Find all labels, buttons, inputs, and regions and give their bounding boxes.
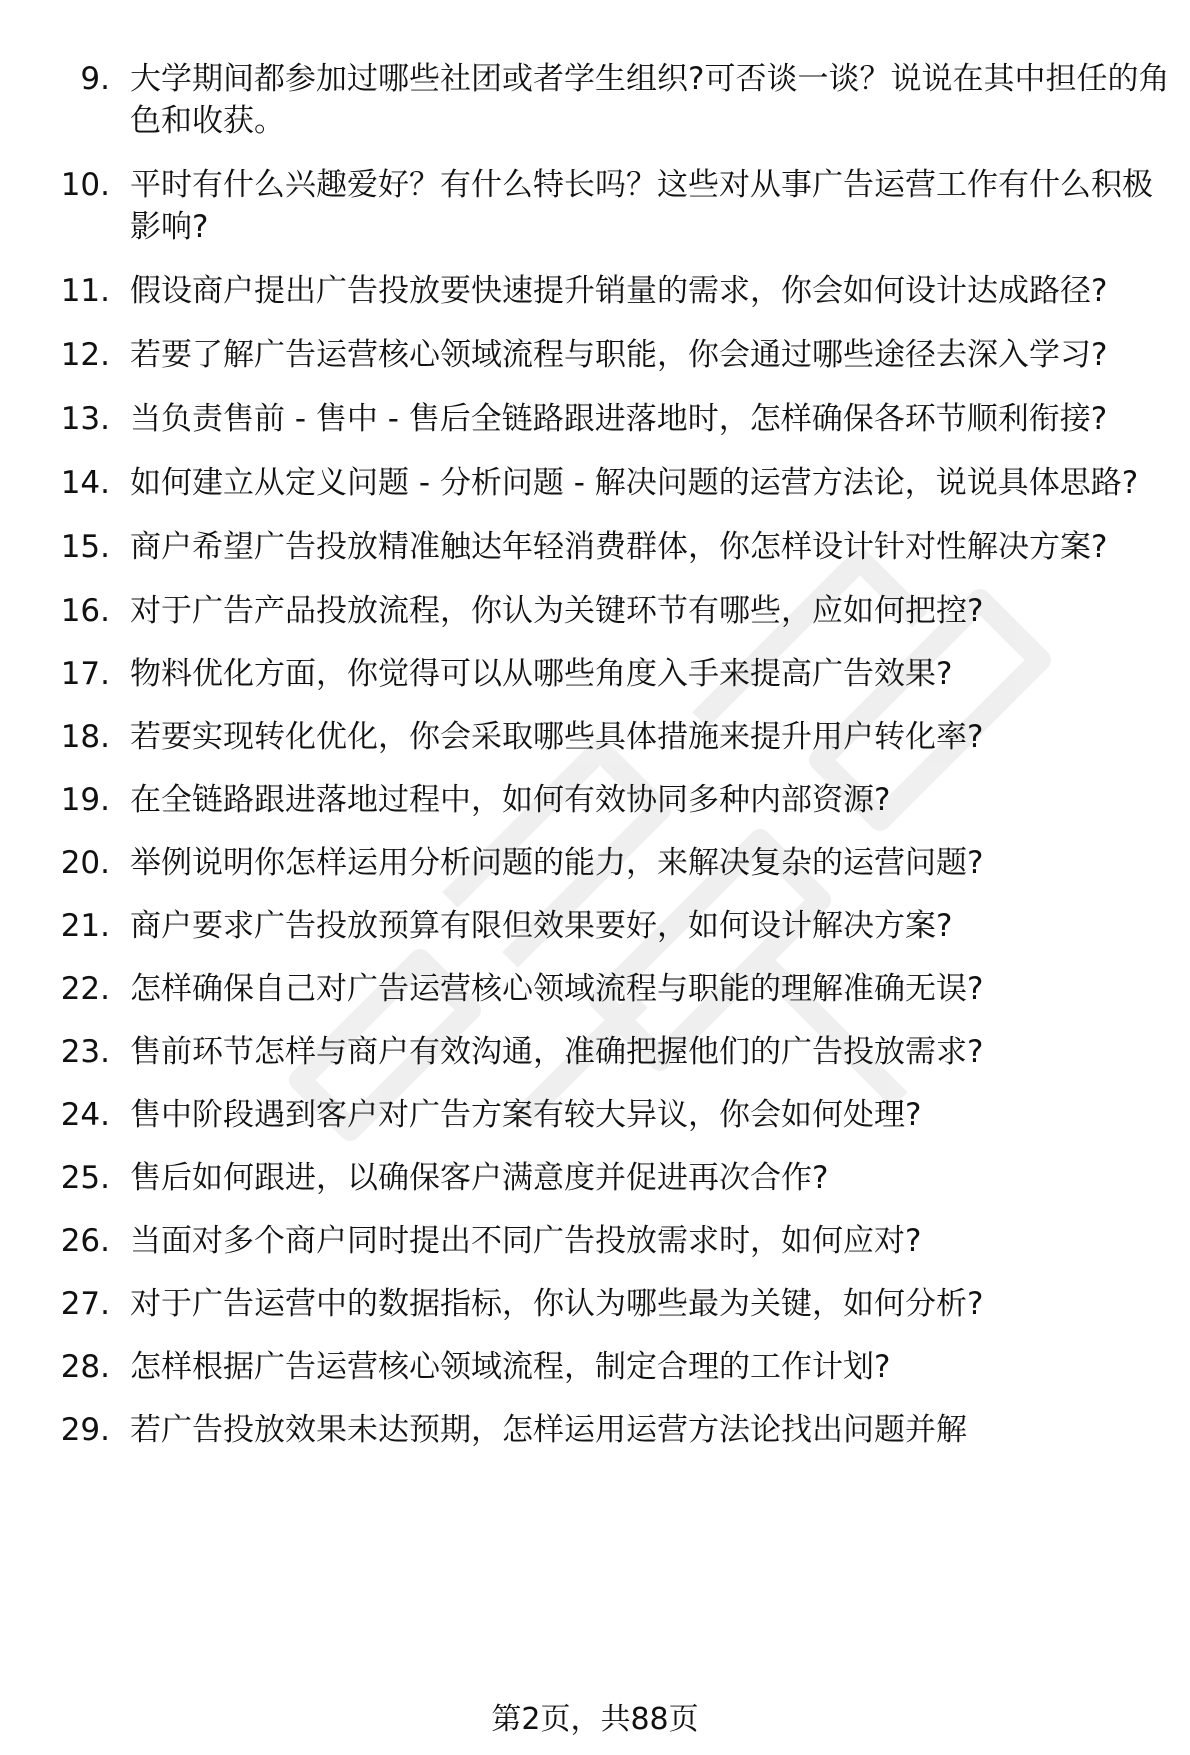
question-item: [0, 842, 1190, 884]
question-text: 若广告投放效果未达预期，怎样运用运营方法论找出问题并解: [130, 1412, 967, 1448]
question-number: 26.: [60, 1223, 110, 1259]
question-text: 物料优化方面，你觉得可以从哪些角度入手来提高广告效果?: [130, 656, 953, 692]
question-number: 11.: [60, 273, 110, 309]
question-text: 若要实现转化优化，你会采取哪些具体措施来提升用户转化率?: [130, 719, 984, 755]
question-item: [0, 1283, 1190, 1325]
question-item: [0, 462, 1190, 504]
question-number: 13.: [60, 401, 110, 437]
question-item: [0, 1409, 1190, 1451]
question-item: [0, 1094, 1190, 1136]
question-text: 对于广告产品投放流程，你认为关键环节有哪些，应如何把控?: [130, 593, 984, 629]
question-item: [0, 398, 1190, 440]
question-number: 10.: [60, 167, 110, 203]
question-text: 大学期间都参加过哪些社团或者学生组织?可否谈一谈？说说在其中担任的角色和收获。: [130, 61, 1170, 139]
question-number: 27.: [60, 1286, 110, 1322]
question-text: 商户要求广告投放预算有限但效果要好，如何设计解决方案?: [130, 908, 953, 944]
question-text: 对于广告运营中的数据指标，你认为哪些最为关键，如何分析?: [130, 1286, 984, 1322]
question-item: [0, 164, 1190, 248]
question-text: 如何建立从定义问题 - 分析问题 - 解决问题的运营方法论，说说具体思路?: [130, 465, 1139, 501]
question-text: 售前环节怎样与商户有效沟通，准确把握他们的广告投放需求?: [130, 1034, 984, 1070]
question-text: 举例说明你怎样运用分析问题的能力，来解决复杂的运营问题?: [130, 845, 984, 881]
question-number: 12.: [60, 337, 110, 373]
question-item: [0, 905, 1190, 947]
question-item: [0, 779, 1190, 821]
question-text: 平时有什么兴趣爱好？有什么特长吗？这些对从事广告运营工作有什么积极影响?: [130, 167, 1153, 245]
question-item: [0, 526, 1190, 568]
question-text: 怎样根据广告运营核心领域流程，制定合理的工作计划?: [130, 1349, 891, 1385]
question-number: 15.: [60, 529, 110, 565]
page-footer: [0, 1700, 1190, 1740]
question-list: [0, 58, 1190, 1472]
question-text: 怎样确保自己对广告运营核心领域流程与职能的理解准确无误?: [130, 971, 984, 1007]
question-text: 当面对多个商户同时提出不同广告投放需求时，如何应对?: [130, 1223, 922, 1259]
question-item: [0, 590, 1190, 632]
question-number: 17.: [60, 656, 110, 692]
question-text: 当负责售前 - 售中 - 售后全链路跟进落地时，怎样确保各环节顺利衔接?: [130, 401, 1108, 437]
question-item: [0, 716, 1190, 758]
question-number: 24.: [60, 1097, 110, 1133]
question-number: 20.: [60, 845, 110, 881]
question-number: 29.: [60, 1412, 110, 1448]
question-number: 19.: [60, 782, 110, 818]
question-number: 14.: [60, 465, 110, 501]
question-text: 售后如何跟进，以确保客户满意度并促进再次合作?: [130, 1160, 829, 1196]
question-item: [0, 1346, 1190, 1388]
question-item: [0, 1157, 1190, 1199]
question-number: 23.: [60, 1034, 110, 1070]
page-number-label: 第2页，共88页: [491, 1702, 699, 1737]
question-number: 9.: [80, 61, 110, 97]
question-text: 商户希望广告投放精准触达年轻消费群体，你怎样设计针对性解决方案?: [130, 529, 1108, 565]
question-text: 在全链路跟进落地过程中，如何有效协同多种内部资源?: [130, 782, 891, 818]
question-item: [0, 334, 1190, 376]
question-text: 若要了解广告运营核心领域流程与职能，你会通过哪些途径去深入学习?: [130, 337, 1108, 373]
question-item: [0, 1031, 1190, 1073]
question-item: [0, 653, 1190, 695]
question-item: [0, 270, 1190, 312]
question-item: [0, 1220, 1190, 1262]
question-number: 25.: [60, 1160, 110, 1196]
question-item: [0, 58, 1190, 142]
question-number: 28.: [60, 1349, 110, 1385]
question-number: 22.: [60, 971, 110, 1007]
question-number: 18.: [60, 719, 110, 755]
question-item: [0, 968, 1190, 1010]
question-text: 售中阶段遇到客户对广告方案有较大异议，你会如何处理?: [130, 1097, 922, 1133]
question-number: 21.: [60, 908, 110, 944]
question-number: 16.: [60, 593, 110, 629]
question-text: 假设商户提出广告投放要快速提升销量的需求，你会如何设计达成路径?: [130, 273, 1108, 309]
